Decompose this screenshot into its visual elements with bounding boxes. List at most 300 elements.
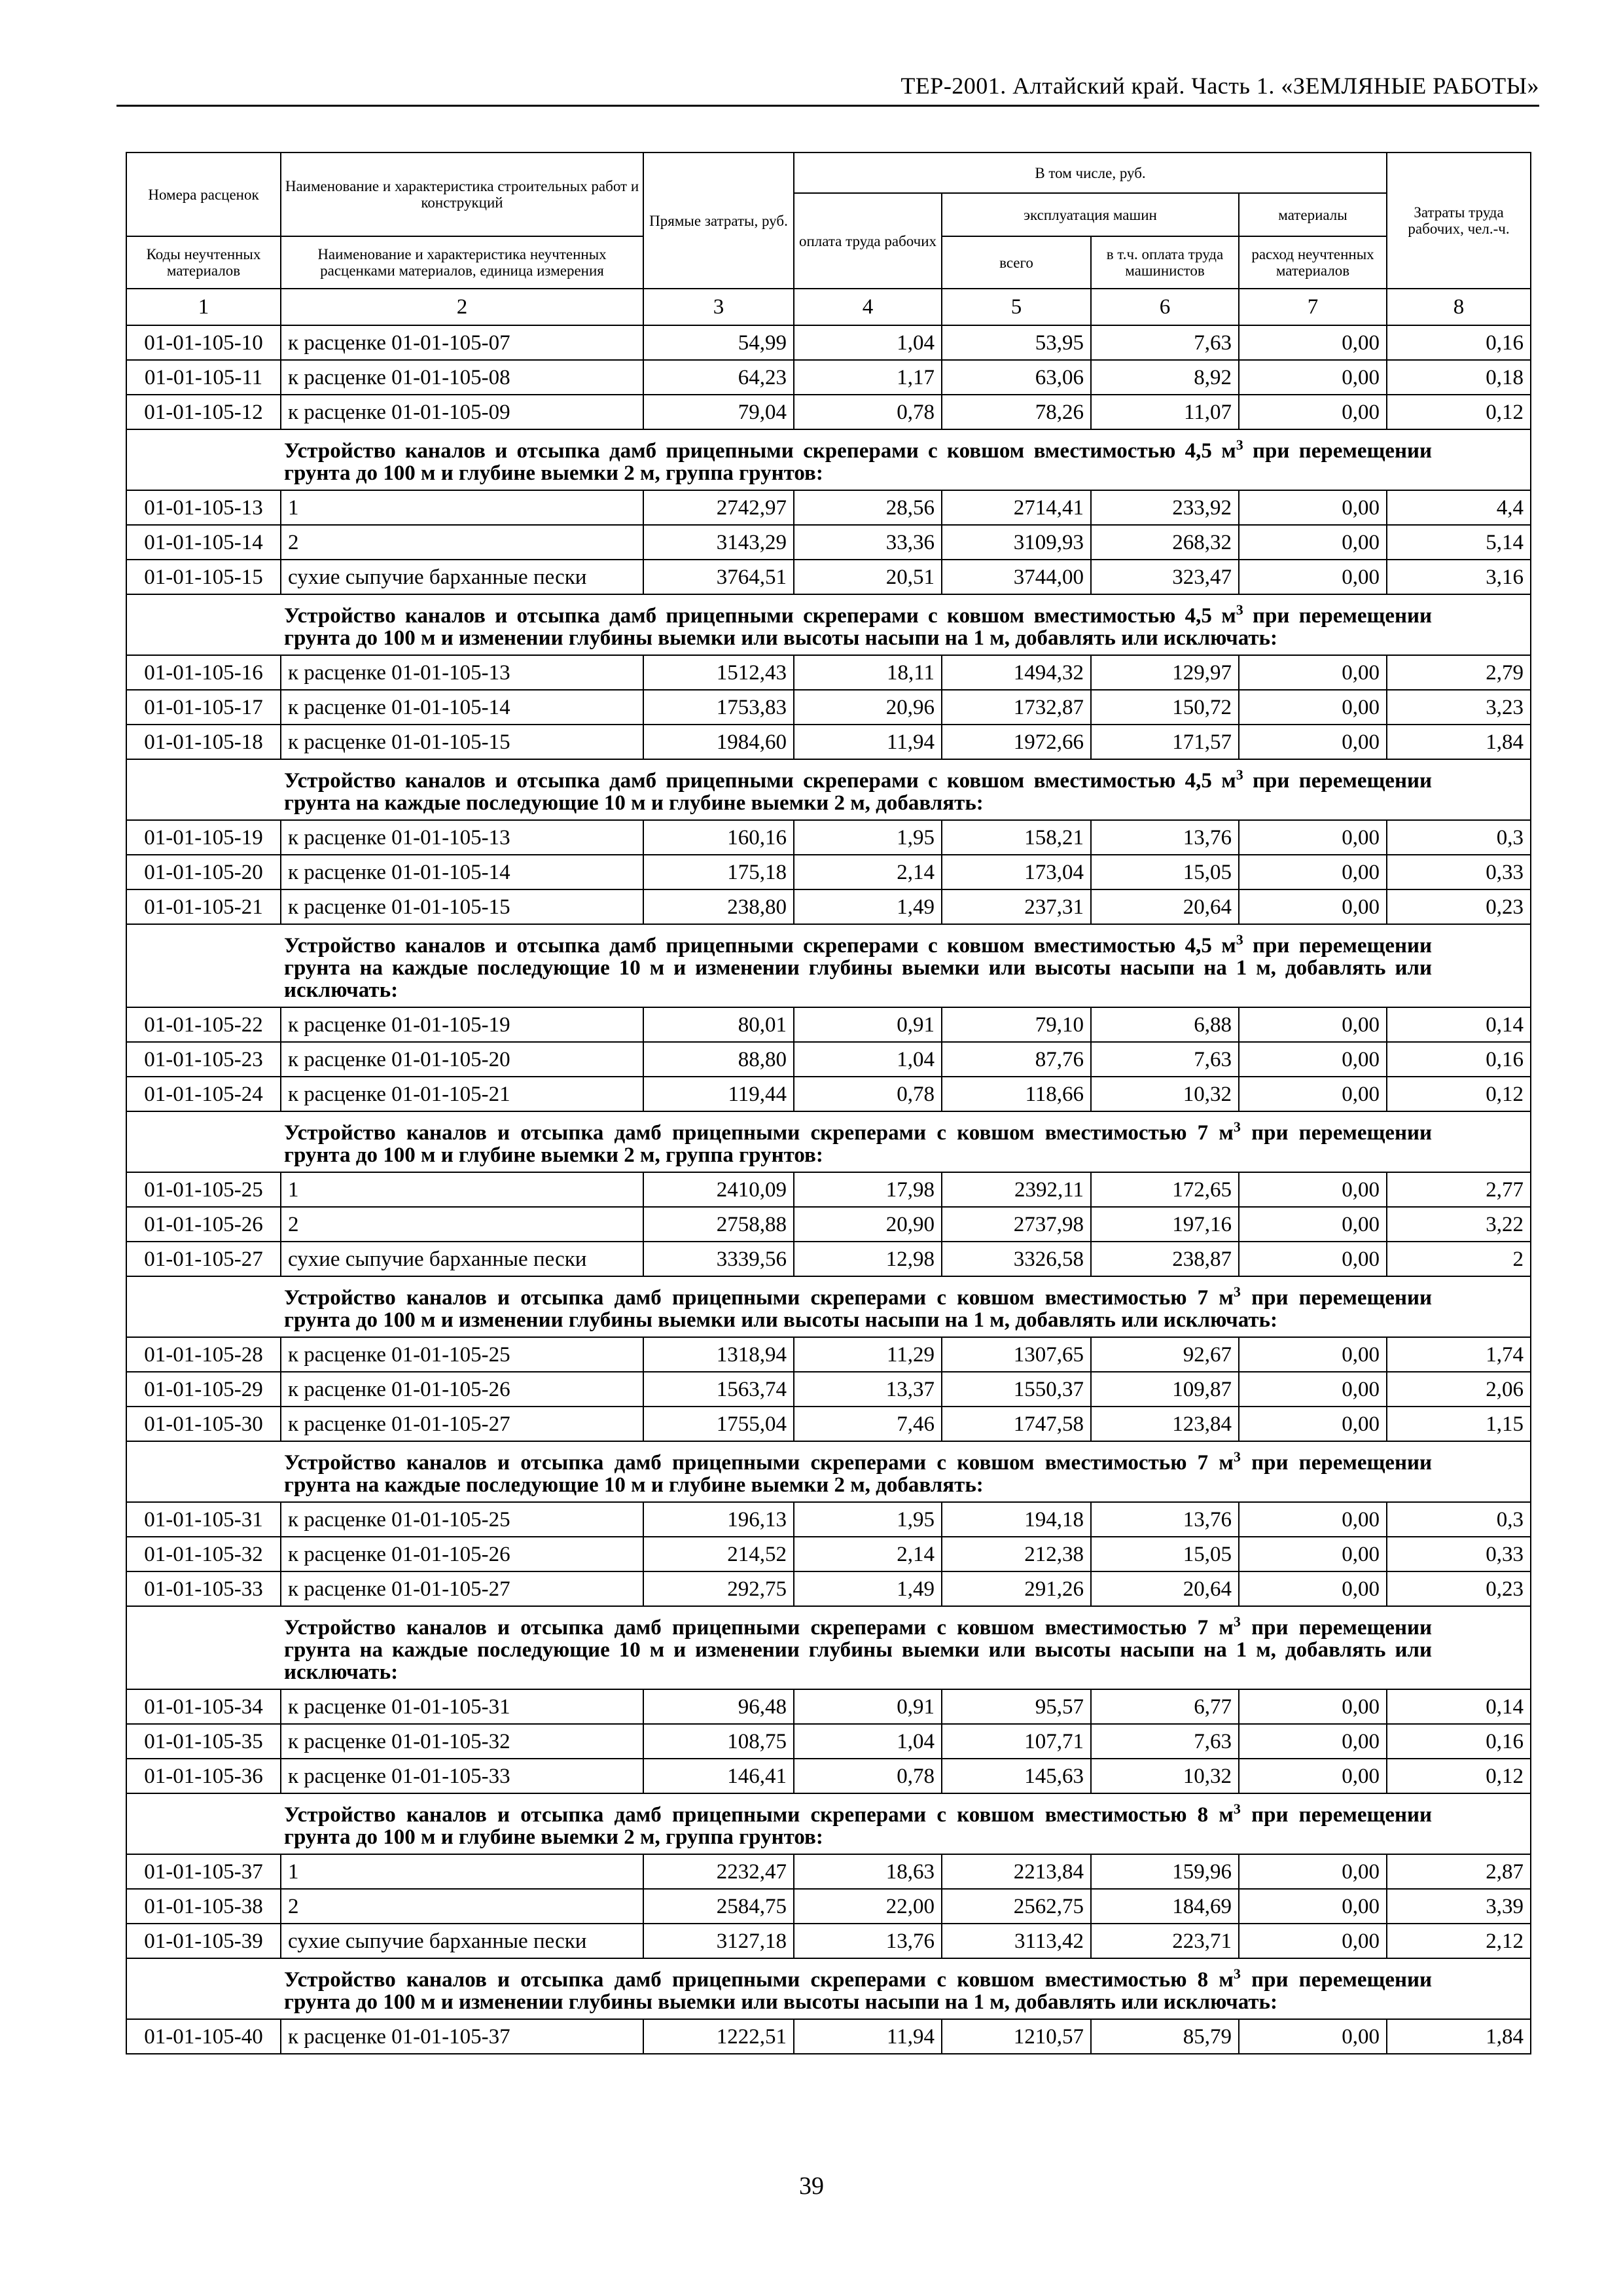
- machine-total: 3113,42: [942, 1924, 1091, 1958]
- labor-pay: 18,63: [794, 1854, 942, 1889]
- machinist-pay: 8,92: [1091, 360, 1239, 395]
- section-heading-superscript: 3: [1233, 1965, 1241, 1982]
- rate-code: 01-01-105-37: [126, 1854, 281, 1889]
- section-heading-text: при перемещении грунта до 100 м и изменении глубины выемки или высоты насыпи на 1 м, добавлять или исключать:: [284, 1968, 1433, 2014]
- machine-total: 3326,58: [942, 1242, 1091, 1276]
- rate-description: к расценке 01-01-105-33: [281, 1759, 643, 1793]
- rate-description: к расценке 01-01-105-26: [281, 1372, 643, 1407]
- machinist-pay: 20,64: [1091, 1571, 1239, 1606]
- machine-total: 145,63: [942, 1759, 1091, 1793]
- machine-total: 79,10: [942, 1007, 1091, 1042]
- labor-costs: 0,12: [1387, 395, 1531, 429]
- material-consumption: 0,00: [1239, 889, 1387, 924]
- rate-description: 2: [281, 1207, 643, 1242]
- section-heading: [126, 1441, 1531, 1502]
- machine-total: 63,06: [942, 360, 1091, 395]
- machine-total: 118,66: [942, 1077, 1091, 1111]
- labor-pay: 13,37: [794, 1372, 942, 1407]
- rate-code: 01-01-105-10: [126, 325, 281, 360]
- header-including: В том числе, руб.: [794, 152, 1387, 193]
- section-heading: [126, 1111, 1531, 1172]
- labor-costs: 0,16: [1387, 325, 1531, 360]
- rate-description: к расценке 01-01-105-32: [281, 1724, 643, 1759]
- machinist-pay: 268,32: [1091, 525, 1239, 560]
- rate-description: к расценке 01-01-105-37: [281, 2019, 643, 2054]
- table-row: [126, 1007, 1531, 1042]
- machinist-pay: 13,76: [1091, 1502, 1239, 1537]
- labor-costs: 2: [1387, 1242, 1531, 1276]
- direct-costs: 119,44: [643, 1077, 794, 1111]
- labor-costs: 1,15: [1387, 1407, 1531, 1441]
- section-heading: [126, 1793, 1531, 1854]
- machine-total: 212,38: [942, 1537, 1091, 1571]
- labor-pay: 22,00: [794, 1889, 942, 1924]
- material-consumption: 0,00: [1239, 1407, 1387, 1441]
- labor-pay: 11,94: [794, 725, 942, 759]
- machine-total: 1307,65: [942, 1337, 1091, 1372]
- direct-costs: 108,75: [643, 1724, 794, 1759]
- table-row: [126, 690, 1531, 725]
- labor-pay: 20,96: [794, 690, 942, 725]
- table-row: [126, 1042, 1531, 1077]
- labor-costs: 4,4: [1387, 490, 1531, 525]
- column-number: 5: [942, 289, 1091, 325]
- machinist-pay: 85,79: [1091, 2019, 1239, 2054]
- direct-costs: 1563,74: [643, 1372, 794, 1407]
- material-consumption: 0,00: [1239, 1042, 1387, 1077]
- section-heading-superscript: 3: [1233, 1119, 1241, 1135]
- labor-costs: 2,77: [1387, 1172, 1531, 1207]
- labor-costs: 0,33: [1387, 855, 1531, 889]
- material-consumption: 0,00: [1239, 1502, 1387, 1537]
- machinist-pay: 15,05: [1091, 1537, 1239, 1571]
- table-row: [126, 655, 1531, 690]
- labor-costs: 3,39: [1387, 1889, 1531, 1924]
- table-row: [126, 725, 1531, 759]
- labor-costs: 0,23: [1387, 1571, 1531, 1606]
- rate-code: 01-01-105-16: [126, 655, 281, 690]
- labor-costs: 0,3: [1387, 820, 1531, 855]
- labor-pay: 1,95: [794, 1502, 942, 1537]
- direct-costs: 292,75: [643, 1571, 794, 1606]
- section-heading: [126, 594, 1531, 655]
- material-consumption: 0,00: [1239, 820, 1387, 855]
- rate-description: сухие сыпучие барханные пески: [281, 1924, 643, 1958]
- direct-costs: 238,80: [643, 889, 794, 924]
- direct-costs: 2410,09: [643, 1172, 794, 1207]
- material-consumption: 0,00: [1239, 325, 1387, 360]
- section-heading-text: Устройство каналов и отсыпка дамб прицепными скреперами с ковшом вместимостью 7 м: [284, 1616, 1234, 1640]
- section-heading-text: при перемещении грунта до 100 м и изменении глубины выемки или высоты насыпи на 1 м, добавлять или исключать:: [284, 604, 1433, 650]
- rate-description: к расценке 01-01-105-14: [281, 855, 643, 889]
- table-row: [126, 1502, 1531, 1537]
- material-consumption: 0,00: [1239, 1689, 1387, 1724]
- material-consumption: 0,00: [1239, 1854, 1387, 1889]
- rate-code: 01-01-105-13: [126, 490, 281, 525]
- header-rate-number: Номера расценок: [126, 152, 281, 236]
- labor-pay: 11,29: [794, 1337, 942, 1372]
- rate-description: 2: [281, 525, 643, 560]
- section-heading-text: при перемещении грунта до 100 м и глубине выемки 2 м, группа грунтов:: [284, 1803, 1433, 1849]
- header-materials: материалы: [1239, 193, 1387, 236]
- rate-code: 01-01-105-19: [126, 820, 281, 855]
- labor-costs: 3,16: [1387, 560, 1531, 594]
- section-heading-row: [126, 594, 1531, 655]
- material-consumption: 0,00: [1239, 725, 1387, 759]
- header-direct-costs: Прямые затраты, руб.: [643, 152, 794, 289]
- header-machinist-pay: в т.ч. оплата труда машинистов: [1091, 236, 1239, 289]
- section-heading-text: Устройство каналов и отсыпка дамб прицепными скреперами с ковшом вместимостью 8 м: [284, 1968, 1234, 1992]
- rate-code: 01-01-105-24: [126, 1077, 281, 1111]
- rate-description: к расценке 01-01-105-26: [281, 1537, 643, 1571]
- direct-costs: 175,18: [643, 855, 794, 889]
- labor-costs: 0,16: [1387, 1724, 1531, 1759]
- machine-total: 3109,93: [942, 525, 1091, 560]
- labor-pay: 1,17: [794, 360, 942, 395]
- material-consumption: 0,00: [1239, 525, 1387, 560]
- section-heading-superscript: 3: [1236, 766, 1243, 783]
- machinist-pay: 6,88: [1091, 1007, 1239, 1042]
- table-row: [126, 360, 1531, 395]
- machinist-pay: 323,47: [1091, 560, 1239, 594]
- machinist-pay: 238,87: [1091, 1242, 1239, 1276]
- machinist-pay: 6,77: [1091, 1689, 1239, 1724]
- table-row: [126, 1207, 1531, 1242]
- machine-total: 2213,84: [942, 1854, 1091, 1889]
- rate-description: к расценке 01-01-105-19: [281, 1007, 643, 1042]
- header-work-name: Наименование и характеристика строительных работ и конструкций: [281, 152, 643, 236]
- table-header: [126, 152, 1531, 325]
- labor-pay: 18,11: [794, 655, 942, 690]
- section-heading-text: при перемещении грунта на каждые последующие 10 м и глубине выемки 2 м, добавлять:: [284, 1451, 1433, 1497]
- machine-total: 87,76: [942, 1042, 1091, 1077]
- rate-description: к расценке 01-01-105-21: [281, 1077, 643, 1111]
- rate-description: сухие сыпучие барханные пески: [281, 560, 643, 594]
- machinist-pay: 109,87: [1091, 1372, 1239, 1407]
- labor-costs: 1,84: [1387, 725, 1531, 759]
- machine-total: 2714,41: [942, 490, 1091, 525]
- rate-description: к расценке 01-01-105-13: [281, 655, 643, 690]
- direct-costs: 54,99: [643, 325, 794, 360]
- material-consumption: 0,00: [1239, 1924, 1387, 1958]
- section-heading-row: [126, 1441, 1531, 1502]
- direct-costs: 1753,83: [643, 690, 794, 725]
- labor-pay: 1,04: [794, 1042, 942, 1077]
- labor-costs: 2,87: [1387, 1854, 1531, 1889]
- section-heading-row: [126, 924, 1531, 1007]
- material-consumption: 0,00: [1239, 1537, 1387, 1571]
- machinist-pay: 11,07: [1091, 395, 1239, 429]
- machinist-pay: 197,16: [1091, 1207, 1239, 1242]
- table-row: [126, 855, 1531, 889]
- header-labor-pay: оплата труда рабочих: [794, 193, 942, 289]
- material-consumption: 0,00: [1239, 490, 1387, 525]
- machine-total: 291,26: [942, 1571, 1091, 1606]
- machinist-pay: 10,32: [1091, 1759, 1239, 1793]
- machine-total: 173,04: [942, 855, 1091, 889]
- labor-costs: 0,18: [1387, 360, 1531, 395]
- rate-description: к расценке 01-01-105-15: [281, 725, 643, 759]
- labor-pay: 13,76: [794, 1924, 942, 1958]
- labor-costs: 0,3: [1387, 1502, 1531, 1537]
- direct-costs: 80,01: [643, 1007, 794, 1042]
- rate-code: 01-01-105-25: [126, 1172, 281, 1207]
- labor-costs: 2,12: [1387, 1924, 1531, 1958]
- material-consumption: 0,00: [1239, 1889, 1387, 1924]
- header-unaccounted-consumption: расход неучтенных материалов: [1239, 236, 1387, 289]
- section-heading-text: при перемещении грунта до 100 м и глубине выемки 2 м, группа грунтов:: [284, 439, 1433, 485]
- table-row: [126, 1537, 1531, 1571]
- column-number: 7: [1239, 289, 1387, 325]
- table-row: [126, 1337, 1531, 1372]
- rate-code: 01-01-105-35: [126, 1724, 281, 1759]
- rate-code: 01-01-105-14: [126, 525, 281, 560]
- direct-costs: 196,13: [643, 1502, 794, 1537]
- section-heading-superscript: 3: [1233, 1448, 1241, 1465]
- material-consumption: 0,00: [1239, 1372, 1387, 1407]
- material-consumption: 0,00: [1239, 1207, 1387, 1242]
- rate-code: 01-01-105-15: [126, 560, 281, 594]
- machinist-pay: 7,63: [1091, 325, 1239, 360]
- machine-total: 1732,87: [942, 690, 1091, 725]
- section-heading: [126, 924, 1531, 1007]
- section-heading-row: [126, 1606, 1531, 1689]
- material-consumption: 0,00: [1239, 1077, 1387, 1111]
- machine-total: 78,26: [942, 395, 1091, 429]
- machinist-pay: 92,67: [1091, 1337, 1239, 1372]
- machinist-pay: 150,72: [1091, 690, 1239, 725]
- section-heading-text: Устройство каналов и отсыпка дамб прицепными скреперами с ковшом вместимостью 4,5 м: [284, 604, 1236, 628]
- labor-costs: 5,14: [1387, 525, 1531, 560]
- table-row: [126, 1242, 1531, 1276]
- direct-costs: 1755,04: [643, 1407, 794, 1441]
- machine-total: 2737,98: [942, 1207, 1091, 1242]
- rate-description: 1: [281, 1854, 643, 1889]
- section-heading-text: Устройство каналов и отсыпка дамб прицепными скреперами с ковшом вместимостью 7 м: [284, 1121, 1234, 1145]
- rate-description: 1: [281, 490, 643, 525]
- column-number-row: [126, 289, 1531, 325]
- rate-code: 01-01-105-12: [126, 395, 281, 429]
- machine-total: 3744,00: [942, 560, 1091, 594]
- machinist-pay: 172,65: [1091, 1172, 1239, 1207]
- section-heading-text: при перемещении грунта до 100 м и глубине выемки 2 м, группа грунтов:: [284, 1121, 1433, 1167]
- labor-costs: 0,16: [1387, 1042, 1531, 1077]
- material-consumption: 0,00: [1239, 855, 1387, 889]
- machinist-pay: 129,97: [1091, 655, 1239, 690]
- labor-pay: 33,36: [794, 525, 942, 560]
- machine-total: 1550,37: [942, 1372, 1091, 1407]
- table-row: [126, 1407, 1531, 1441]
- table-row: [126, 1172, 1531, 1207]
- direct-costs: 146,41: [643, 1759, 794, 1793]
- rate-description: 1: [281, 1172, 643, 1207]
- labor-pay: 0,91: [794, 1689, 942, 1724]
- direct-costs: 79,04: [643, 395, 794, 429]
- section-heading-superscript: 3: [1233, 1801, 1241, 1817]
- table-row: [126, 325, 1531, 360]
- labor-pay: 12,98: [794, 1242, 942, 1276]
- material-consumption: 0,00: [1239, 1007, 1387, 1042]
- machinist-pay: 123,84: [1091, 1407, 1239, 1441]
- header-labor-costs: Затраты труда рабочих, чел.-ч.: [1387, 152, 1531, 289]
- direct-costs: 1222,51: [643, 2019, 794, 2054]
- section-heading: [126, 1958, 1531, 2019]
- material-consumption: 0,00: [1239, 1571, 1387, 1606]
- table-row: [126, 525, 1531, 560]
- direct-costs: 2758,88: [643, 1207, 794, 1242]
- rate-code: 01-01-105-26: [126, 1207, 281, 1242]
- labor-costs: 1,84: [1387, 2019, 1531, 2054]
- section-heading: [126, 429, 1531, 490]
- table-row: [126, 1889, 1531, 1924]
- table-row: [126, 560, 1531, 594]
- labor-pay: 1,04: [794, 1724, 942, 1759]
- direct-costs: 2232,47: [643, 1854, 794, 1889]
- rate-code: 01-01-105-39: [126, 1924, 281, 1958]
- labor-costs: 0,14: [1387, 1007, 1531, 1042]
- rate-description: к расценке 01-01-105-09: [281, 395, 643, 429]
- material-consumption: 0,00: [1239, 1724, 1387, 1759]
- rate-description: к расценке 01-01-105-07: [281, 325, 643, 360]
- header-material-name: Наименование и характеристика неучтенных расценками материалов, единица измерения: [281, 236, 643, 289]
- labor-pay: 0,78: [794, 1759, 942, 1793]
- rate-description: сухие сыпучие барханные пески: [281, 1242, 643, 1276]
- rate-description: к расценке 01-01-105-25: [281, 1502, 643, 1537]
- material-consumption: 0,00: [1239, 655, 1387, 690]
- labor-pay: 1,04: [794, 325, 942, 360]
- material-consumption: 0,00: [1239, 395, 1387, 429]
- material-consumption: 0,00: [1239, 1759, 1387, 1793]
- labor-pay: 1,49: [794, 889, 942, 924]
- labor-costs: 2,06: [1387, 1372, 1531, 1407]
- machine-total: 1972,66: [942, 725, 1091, 759]
- column-number: 8: [1387, 289, 1531, 325]
- rate-description: к расценке 01-01-105-31: [281, 1689, 643, 1724]
- labor-pay: 0,78: [794, 1077, 942, 1111]
- labor-costs: 0,33: [1387, 1537, 1531, 1571]
- column-number: 4: [794, 289, 942, 325]
- section-heading-text: при перемещении грунта на каждые последующие 10 м и изменении глубины выемки или высоты насыпи на 1 м, добавлять или исключать:: [284, 1616, 1433, 1684]
- table-row: [126, 820, 1531, 855]
- rate-description: к расценке 01-01-105-15: [281, 889, 643, 924]
- labor-pay: 7,46: [794, 1407, 942, 1441]
- column-number: 1: [126, 289, 281, 325]
- rate-description: к расценке 01-01-105-14: [281, 690, 643, 725]
- rate-code: 01-01-105-40: [126, 2019, 281, 2054]
- direct-costs: 88,80: [643, 1042, 794, 1077]
- rate-description: к расценке 01-01-105-27: [281, 1571, 643, 1606]
- section-heading-text: Устройство каналов и отсыпка дамб прицепными скреперами с ковшом вместимостью 7 м: [284, 1451, 1234, 1475]
- labor-pay: 1,95: [794, 820, 942, 855]
- section-heading-row: [126, 759, 1531, 820]
- rate-description: к расценке 01-01-105-20: [281, 1042, 643, 1077]
- rate-code: 01-01-105-20: [126, 855, 281, 889]
- rate-description: к расценке 01-01-105-13: [281, 820, 643, 855]
- machine-total: 53,95: [942, 325, 1091, 360]
- rate-code: 01-01-105-31: [126, 1502, 281, 1537]
- direct-costs: 160,16: [643, 820, 794, 855]
- labor-pay: 20,90: [794, 1207, 942, 1242]
- section-heading-row: [126, 1276, 1531, 1337]
- direct-costs: 1318,94: [643, 1337, 794, 1372]
- section-heading-superscript: 3: [1236, 437, 1243, 453]
- material-consumption: 0,00: [1239, 1242, 1387, 1276]
- labor-pay: 2,14: [794, 855, 942, 889]
- rate-code: 01-01-105-23: [126, 1042, 281, 1077]
- section-heading-text: при перемещении грунта на каждые последующие 10 м и изменении глубины выемки или высоты насыпи на 1 м, добавлять или исключать:: [284, 934, 1433, 1002]
- direct-costs: 96,48: [643, 1689, 794, 1724]
- material-consumption: 0,00: [1239, 2019, 1387, 2054]
- page-header: [116, 71, 1539, 107]
- table-row: [126, 1854, 1531, 1889]
- table-row: [126, 1571, 1531, 1606]
- machinist-pay: 184,69: [1091, 1889, 1239, 1924]
- section-heading-text: Устройство каналов и отсыпка дамб прицепными скреперами с ковшом вместимостью 7 м: [284, 1286, 1234, 1310]
- labor-pay: 1,49: [794, 1571, 942, 1606]
- labor-costs: 0,23: [1387, 889, 1531, 924]
- direct-costs: 3127,18: [643, 1924, 794, 1958]
- labor-costs: 0,12: [1387, 1077, 1531, 1111]
- section-heading-row: [126, 1111, 1531, 1172]
- labor-costs: 1,74: [1387, 1337, 1531, 1372]
- rate-code: 01-01-105-21: [126, 889, 281, 924]
- section-heading-superscript: 3: [1236, 931, 1243, 948]
- section-heading-row: [126, 1793, 1531, 1854]
- section-heading-text: при перемещении грунта до 100 м и изменении глубины выемки или высоты насыпи на 1 м, добавлять или исключать:: [284, 1286, 1433, 1332]
- section-heading-text: Устройство каналов и отсыпка дамб прицепными скреперами с ковшом вместимостью 8 м: [284, 1803, 1234, 1827]
- rate-description: к расценке 01-01-105-25: [281, 1337, 643, 1372]
- machine-total: 158,21: [942, 820, 1091, 855]
- section-heading-superscript: 3: [1233, 1283, 1241, 1300]
- machinist-pay: 159,96: [1091, 1854, 1239, 1889]
- machinist-pay: 13,76: [1091, 820, 1239, 855]
- labor-costs: 3,22: [1387, 1207, 1531, 1242]
- table-row: [126, 395, 1531, 429]
- page-number: 39: [799, 2172, 824, 2200]
- rate-code: 01-01-105-33: [126, 1571, 281, 1606]
- labor-pay: 0,91: [794, 1007, 942, 1042]
- section-heading-row: [126, 1958, 1531, 2019]
- table-row: [126, 1372, 1531, 1407]
- header-machine-operation: эксплуатация машин: [942, 193, 1239, 236]
- table-row: [126, 1759, 1531, 1793]
- labor-pay: 0,78: [794, 395, 942, 429]
- direct-costs: 214,52: [643, 1537, 794, 1571]
- table-row: [126, 1724, 1531, 1759]
- machine-total: 2392,11: [942, 1172, 1091, 1207]
- column-number: 2: [281, 289, 643, 325]
- section-heading-text: Устройство каналов и отсыпка дамб прицепными скреперами с ковшом вместимостью 4,5 м: [284, 934, 1236, 958]
- labor-pay: 20,51: [794, 560, 942, 594]
- rate-code: 01-01-105-36: [126, 1759, 281, 1793]
- labor-costs: 2,79: [1387, 655, 1531, 690]
- labor-pay: 11,94: [794, 2019, 942, 2054]
- table-row: [126, 490, 1531, 525]
- section-heading-text: при перемещении грунта на каждые последующие 10 м и глубине выемки 2 м, добавлять:: [284, 769, 1433, 815]
- material-consumption: 0,00: [1239, 360, 1387, 395]
- labor-costs: 0,14: [1387, 1689, 1531, 1724]
- rate-code: 01-01-105-29: [126, 1372, 281, 1407]
- table-row: [126, 1924, 1531, 1958]
- machine-total: 1210,57: [942, 2019, 1091, 2054]
- rate-code: 01-01-105-28: [126, 1337, 281, 1372]
- column-number: 3: [643, 289, 794, 325]
- direct-costs: 64,23: [643, 360, 794, 395]
- direct-costs: 2742,97: [643, 490, 794, 525]
- table-row: [126, 2019, 1531, 2054]
- rate-description: к расценке 01-01-105-27: [281, 1407, 643, 1441]
- labor-pay: 28,56: [794, 490, 942, 525]
